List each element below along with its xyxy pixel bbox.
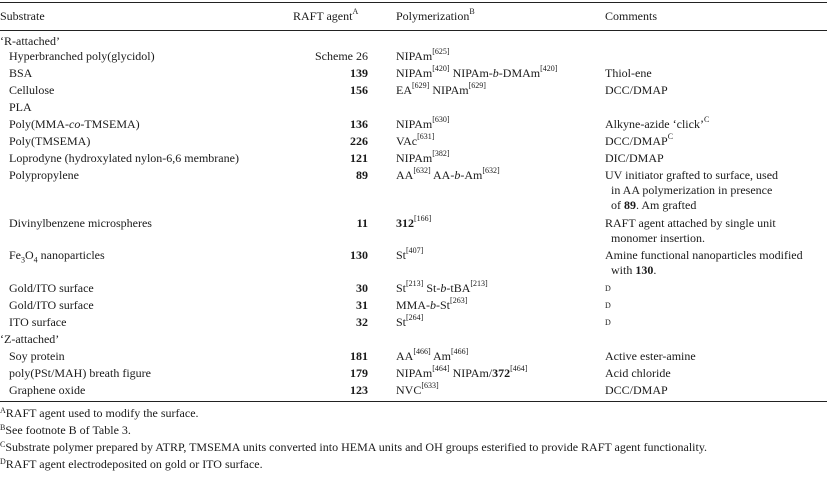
cell-comment: UV initiator grafted to surface, used in AA polymerization in presence of 89. Am grafted bbox=[605, 168, 779, 212]
cell-raft-agent: 123 bbox=[350, 383, 368, 397]
cell-substrate: BSA bbox=[9, 66, 33, 80]
table-row bbox=[0, 166, 827, 212]
cell-comment: Thiol-ene bbox=[605, 66, 652, 80]
cell-raft-agent: 32 bbox=[356, 315, 368, 329]
footnote-b: $^B$See footnote B of Table 3. bbox=[0, 423, 131, 437]
cell-raft-agent: 11 bbox=[356, 216, 368, 230]
table-row bbox=[0, 298, 827, 313]
cell-comment: Active ester-amine bbox=[605, 349, 696, 363]
table-row bbox=[0, 349, 827, 364]
cell-comment: DIC/DMAP bbox=[605, 151, 664, 165]
table-row bbox=[0, 383, 827, 398]
table-bottom-rule bbox=[0, 401, 827, 402]
header-comments: Comments bbox=[605, 9, 658, 23]
cell-substrate: Hyperbranched poly(glycidol) bbox=[9, 49, 155, 63]
section-label-z-attached bbox=[0, 332, 827, 347]
cell-substrate: Divinylbenzene microspheres bbox=[9, 216, 152, 230]
cell-polymerization: NIPAm[630] bbox=[396, 115, 450, 131]
cell-polymerization: St[213] St-b-tBA[213] bbox=[396, 279, 488, 295]
cell-raft-agent: Scheme 26 bbox=[315, 49, 368, 63]
header-substrate: Substrate bbox=[0, 9, 45, 23]
cell-substrate: Polypropylene bbox=[9, 168, 79, 182]
cell-polymerization: NIPAm[382] bbox=[396, 149, 450, 165]
cell-raft-agent: 89 bbox=[356, 168, 368, 182]
footnote-d: $^D$RAFT agent electrodeposited on gold or ITO surface. bbox=[0, 457, 263, 471]
cell-substrate: Loprodyne (hydroxylated nylon-6,6 membrane) bbox=[9, 151, 239, 165]
cell-comment: D bbox=[605, 301, 611, 310]
section-z-attached-text: ‘Z-attached’ bbox=[0, 332, 60, 346]
table-row bbox=[0, 151, 827, 166]
cell-raft-agent: 139 bbox=[350, 66, 368, 80]
table-row bbox=[0, 117, 827, 132]
table-row bbox=[0, 134, 827, 149]
cell-substrate: Soy protein bbox=[9, 349, 65, 363]
cell-raft-agent: 130 bbox=[350, 248, 368, 262]
cell-polymerization: NVC[633] bbox=[396, 381, 439, 397]
table-row bbox=[0, 246, 827, 277]
cell-raft-agent: 31 bbox=[356, 298, 368, 312]
cell-polymerization: AA[466] Am[466] bbox=[396, 347, 469, 363]
cell-polymerization: EA[629] NIPAm[629] bbox=[396, 81, 486, 97]
cell-substrate: Poly(TMSEMA) bbox=[9, 134, 91, 148]
header-polymerization: Polymerization$^B$ bbox=[396, 7, 475, 23]
cell-comment: D bbox=[605, 318, 611, 327]
cell-substrate: PLA bbox=[9, 100, 32, 114]
cell-polymerization: 312[166] bbox=[396, 214, 432, 230]
section-label-r-attached bbox=[0, 34, 827, 49]
cell-polymerization: MMA-b-St[263] bbox=[396, 296, 468, 312]
cell-comment: DCC/DMAP bbox=[605, 383, 668, 397]
cell-substrate: Gold/ITO surface bbox=[9, 281, 94, 295]
cell-polymerization: St[407] bbox=[396, 246, 424, 262]
table-row bbox=[0, 366, 827, 381]
cell-substrate: Poly(MMA-co-TMSEMA) bbox=[9, 117, 140, 131]
cell-raft-agent: 30 bbox=[356, 281, 368, 295]
cell-substrate: ITO surface bbox=[9, 315, 67, 329]
footnote-a: $^A$RAFT agent used to modify the surface. bbox=[0, 406, 199, 420]
cell-substrate: Cellulose bbox=[9, 83, 55, 97]
cell-polymerization: VAc[631] bbox=[396, 132, 435, 148]
table-row bbox=[0, 66, 827, 81]
cell-raft-agent: 121 bbox=[350, 151, 368, 165]
cell-raft-agent: 156 bbox=[350, 83, 368, 97]
footnote-c: $^C$Substrate polymer prepared by ATRP, TMSEMA units converted into HEMA units and OH groups esterified to provide RAFT agent functionality. bbox=[0, 440, 708, 454]
cell-raft-agent: 181 bbox=[350, 349, 368, 363]
cell-comment: D bbox=[605, 284, 611, 293]
table-row bbox=[0, 83, 827, 98]
cell-substrate: $Fe_3O_4$ nanoparticles bbox=[9, 248, 105, 265]
table-row bbox=[0, 49, 827, 64]
cell-raft-agent: 179 bbox=[350, 366, 368, 380]
header-raft-agent: RAFT agent$^A$ bbox=[293, 7, 359, 23]
table-row bbox=[0, 214, 827, 245]
cell-comment: RAFT agent attached by single unit monomer insertion. bbox=[605, 216, 776, 245]
cell-comment: DCC/DMAP bbox=[605, 83, 668, 97]
cell-comment: Amine functional nanoparticles modified with 130. bbox=[605, 248, 803, 277]
cell-substrate: poly(PSt/MAH) breath figure bbox=[9, 366, 151, 380]
cell-substrate: Graphene oxide bbox=[9, 383, 86, 397]
cell-comment: Alkyne-azide ‘click’$^C$ bbox=[605, 115, 710, 131]
table-row bbox=[0, 100, 827, 115]
table-header-rule bbox=[0, 30, 827, 31]
cell-polymerization: AA[632] AA-b-Am[632] bbox=[396, 166, 500, 182]
cell-raft-agent: 136 bbox=[350, 117, 368, 131]
table-top-rule bbox=[0, 2, 827, 3]
cell-polymerization: NIPAm[625] bbox=[396, 47, 450, 63]
table-row bbox=[0, 315, 827, 330]
cell-substrate: Gold/ITO surface bbox=[9, 298, 94, 312]
cell-comment: DCC/$DMAP^C$ bbox=[605, 132, 674, 148]
cell-raft-agent: 226 bbox=[350, 134, 368, 148]
cell-polymerization: NIPAm[464] NIPAm/372[464] bbox=[396, 364, 528, 380]
cell-polymerization: St[264] bbox=[396, 313, 424, 329]
cell-polymerization: NIPAm[420] NIPAm-b-DMAm[420] bbox=[396, 64, 558, 80]
table-row bbox=[0, 281, 827, 296]
table-header-row bbox=[0, 9, 827, 24]
section-r-attached-text: ‘R-attached’ bbox=[0, 34, 60, 48]
cell-comment: Acid chloride bbox=[605, 366, 671, 380]
